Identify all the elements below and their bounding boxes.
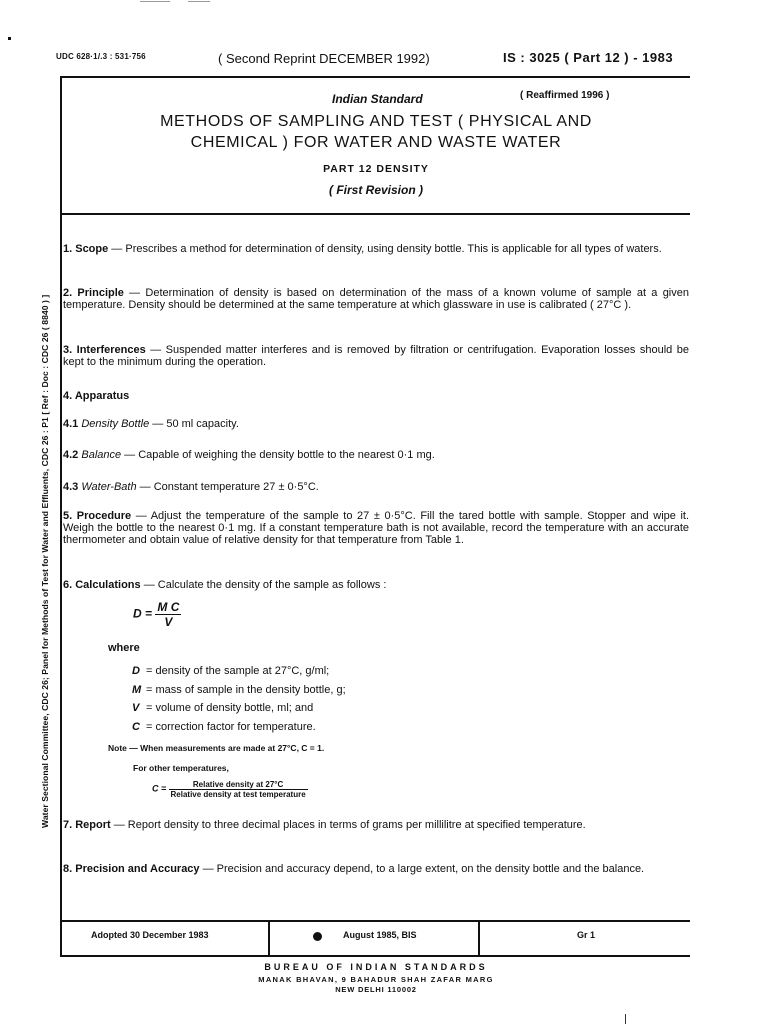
item-number: 4.3 — [63, 481, 79, 493]
section-text: — Calculate the density of the sample as follows : — [140, 579, 387, 591]
item-number: 4.2 — [63, 449, 79, 461]
item-text: — Constant temperature 27 ± 0·5°C. — [136, 481, 319, 493]
section-heading: 5. Procedure — [63, 510, 132, 522]
definition-row — [132, 684, 346, 696]
reprint-note: ( Second Reprint DECEMBER 1992) — [218, 51, 430, 66]
publisher-name: BUREAU OF INDIAN STANDARDS — [264, 962, 488, 972]
section-heading: 1. Scope — [63, 243, 109, 255]
definition-symbol: V — [132, 702, 140, 714]
apparatus-item — [63, 418, 239, 430]
correction-formula — [152, 780, 308, 799]
definition-text: = volume of density bottle, ml; and — [146, 702, 314, 714]
publisher-city: NEW DELHI 110002 — [335, 985, 417, 994]
frame-left-rule — [60, 76, 62, 956]
definition-text: = density of the sample at 27°C, g/ml; — [146, 665, 330, 677]
item-text: — Capable of weighing the density bottle to the nearest 0·1 mg. — [121, 449, 435, 461]
udc-code: UDC 628·1/.3 : 531·756 — [56, 52, 146, 61]
item-text: — 50 ml capacity. — [149, 418, 239, 430]
note-line — [108, 743, 324, 753]
item-name: Density Bottle — [81, 418, 150, 430]
reaffirmed-note: ( Reaffirmed 1996 ) — [520, 90, 610, 101]
definition-row — [132, 721, 316, 733]
definition-symbol: M — [132, 684, 142, 696]
definition-row — [132, 665, 329, 677]
item-name: Water-Bath — [81, 481, 137, 493]
note-other-temperatures: For other temperatures, — [133, 763, 229, 773]
section-heading: 6. Calculations — [63, 579, 141, 591]
item-name: Balance — [81, 449, 122, 461]
formula-denominator: V — [164, 615, 173, 629]
price-group: Gr 1 — [577, 930, 596, 940]
definition-row — [132, 702, 313, 714]
frame-top-rule — [60, 76, 690, 78]
title-separator-rule — [60, 213, 690, 215]
revision-label: ( First Revision ) — [328, 183, 423, 197]
section-heading: 4. Apparatus — [63, 390, 130, 402]
scan-mark — [625, 1014, 626, 1024]
formula-fraction — [155, 600, 181, 629]
section-interferences — [63, 345, 689, 369]
section-precision — [63, 864, 689, 876]
section-text: — Adjust the temperature of the sample to 27 ± 0·5°C. Fill the tared bottle with sample. Stopper and wipe it. Weigh the bottle to the nearest 0·1 mg. If a constant temperature bath is not available, record the temperature with an accurate thermometer and obtain value of relative density for that temperature from Table 1. — [63, 510, 690, 546]
document-title-line2: CHEMICAL ) FOR WATER AND WASTE WATER — [190, 134, 562, 151]
is-number: IS : 3025 ( Part 12 ) - 1983 — [503, 50, 674, 65]
part-title: PART 12 DENSITY — [323, 163, 429, 175]
section-report — [63, 820, 689, 832]
formula-numerator: M C — [157, 600, 180, 614]
footer-divider — [478, 922, 480, 956]
frame-bottom-rule — [60, 955, 690, 957]
section-text: — Suspended matter interferes and is removed by filtration or centrifugation. Evaporation losses should be kept to the minimum during the operation. — [63, 344, 689, 368]
footer-divider — [268, 922, 270, 956]
note-text: — When measurements are made at 27°C, C = 1. — [126, 743, 325, 753]
definition-symbol: C — [132, 721, 140, 733]
note-label: Note — [108, 743, 127, 753]
section-text: — Report density to three decimal places in terms of grams per millilitre at specified temperature. — [110, 819, 586, 831]
standard-label: Indian Standard — [332, 92, 423, 106]
definition-symbol: D — [132, 665, 140, 677]
formula-lhs: D = — [133, 606, 153, 621]
correction-fraction — [169, 780, 308, 799]
correction-numerator: Relative density at 27°C — [169, 780, 308, 790]
section-apparatus — [63, 390, 129, 402]
adopted-date: Adopted 30 December 1983 — [91, 930, 209, 940]
section-heading: 8. Precision and Accuracy — [63, 863, 200, 875]
section-heading: 7. Report — [63, 819, 111, 831]
section-calculations — [63, 579, 386, 591]
correction-lhs: C = — [152, 783, 167, 794]
scan-mark — [140, 1, 170, 2]
item-number: 4.1 — [63, 418, 79, 430]
where-label: where — [108, 642, 140, 654]
scan-dot — [8, 37, 11, 40]
density-formula — [133, 600, 181, 629]
section-principle — [63, 288, 689, 312]
committee-side-text: Water Sectional Committee, CDC 26; Panel for Methods of Test for Water and Effluents, CDC 26 : P1 [ Ref : Doc : CDC 26 ( 8840 ) ] — [40, 294, 50, 828]
apparatus-item — [63, 481, 319, 493]
section-heading: 2. Principle — [63, 287, 124, 299]
section-procedure — [63, 511, 689, 546]
apparatus-item — [63, 449, 435, 461]
scan-mark — [188, 1, 210, 2]
footer-separator-rule — [60, 920, 690, 922]
document-title-line1: METHODS OF SAMPLING AND TEST ( PHYSICAL AND — [160, 113, 592, 130]
section-scope — [63, 244, 689, 256]
bullet-icon — [313, 932, 322, 941]
definition-text: = correction factor for temperature. — [146, 721, 316, 733]
section-text: — Prescribes a method for determination of density, using density bottle. This is applicable for all types of waters. — [108, 243, 662, 255]
publication-date: August 1985, BIS — [343, 930, 417, 940]
publisher-address: MANAK BHAVAN, 9 BAHADUR SHAH ZAFAR MARG — [258, 975, 494, 984]
correction-denominator: Relative density at test temperature — [170, 790, 306, 799]
section-text: — Determination of density is based on determination of the mass of a known volume of sample at a given temperature. Density should be determined at the same temperature at which glassware in use is calibrated ( 27°C ). — [63, 287, 689, 311]
definition-text: = mass of sample in the density bottle, g; — [146, 684, 346, 696]
section-text: — Precision and accuracy depend, to a large extent, on the density bottle and the balance. — [199, 863, 645, 875]
section-heading: 3. Interferences — [63, 344, 146, 356]
